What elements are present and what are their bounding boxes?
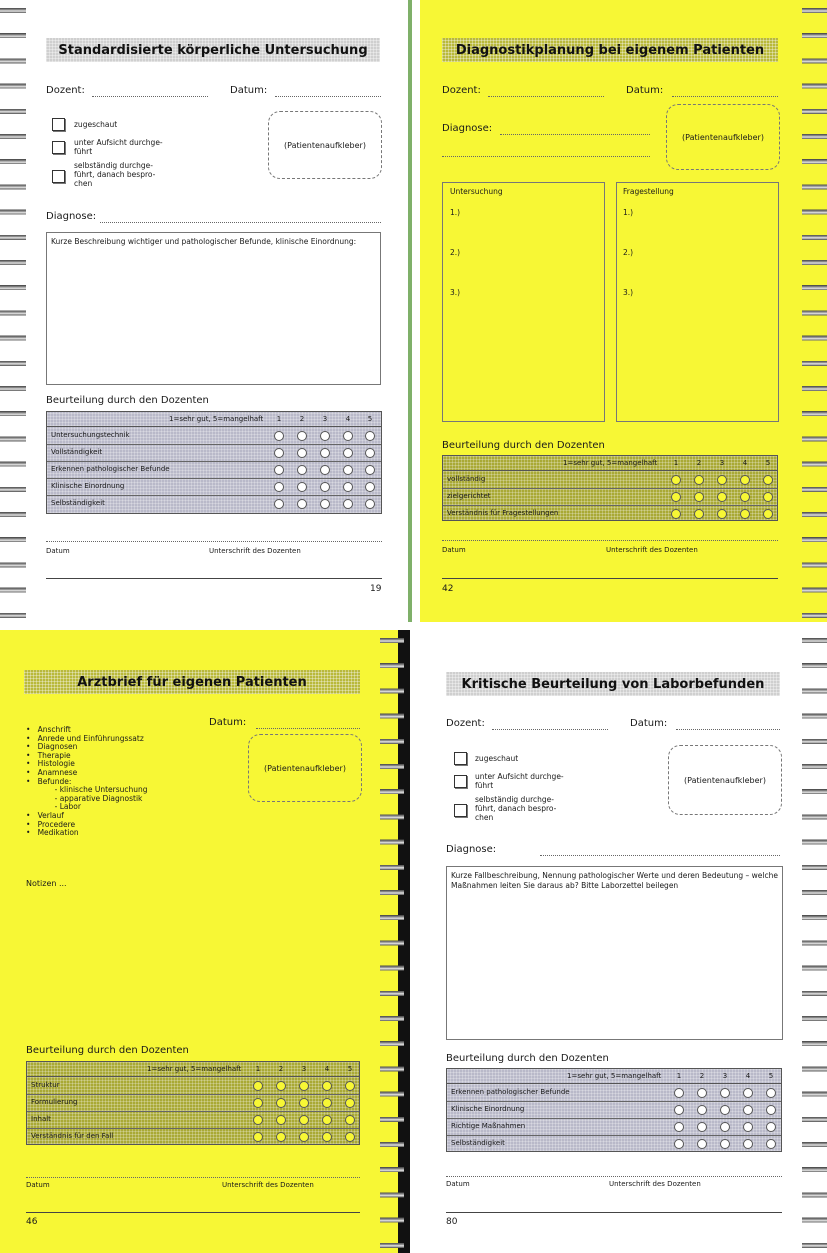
diagnose-field[interactable]	[100, 222, 381, 223]
rating-radio-5[interactable]	[365, 431, 375, 441]
dozent-label: Dozent:	[442, 85, 481, 96]
scale-2: 2	[299, 415, 305, 423]
rating-radio-4[interactable]	[343, 431, 353, 441]
fragestellung-box[interactable]	[616, 182, 779, 422]
page-80	[418, 630, 827, 1253]
rating-radio-2[interactable]	[297, 431, 307, 441]
fragestellung-item-1: 1.)	[623, 208, 634, 217]
fragestellung-item-3: 3.)	[623, 288, 634, 297]
rating-header	[447, 1069, 781, 1084]
rating-radio-2[interactable]	[276, 1132, 286, 1142]
datum-label: Datum:	[230, 85, 268, 96]
rating-row	[27, 1094, 359, 1112]
diagnose-label: Diagnose:	[46, 211, 97, 222]
rating-radio-4[interactable]	[740, 475, 750, 485]
rating-radio-5[interactable]	[766, 1105, 776, 1115]
scale-2: 2	[696, 459, 702, 467]
rating-radio-2[interactable]	[697, 1105, 707, 1115]
notes-label: Notizen ...	[26, 879, 67, 888]
rating-radio-3[interactable]	[720, 1139, 730, 1149]
checkbox-label: zugeschaut	[475, 754, 519, 763]
scale-label: 1=sehr gut, 5=mangelhaft	[563, 459, 658, 467]
diagnose-label: Diagnose:	[446, 844, 497, 855]
rating-radio-5[interactable]	[345, 1132, 355, 1142]
scale-5: 5	[347, 1065, 353, 1073]
datum-field[interactable]	[256, 728, 360, 729]
checkbox-unter-aufsicht[interactable]	[52, 141, 65, 154]
rating-radio-3[interactable]	[320, 448, 330, 458]
footer-datum: Datum	[442, 546, 466, 554]
description-box[interactable]	[446, 866, 783, 1040]
datum-label: Datum:	[209, 717, 247, 728]
rating-radio-4[interactable]	[743, 1088, 753, 1098]
rating-radio-3[interactable]	[299, 1081, 309, 1091]
rating-criterion: Klinische Einordnung	[451, 1105, 525, 1113]
signature-line	[26, 1177, 360, 1178]
scale-label: 1=sehr gut, 5=mangelhaft	[567, 1072, 662, 1080]
section-title: Beurteilung durch den Dozenten	[442, 440, 605, 451]
rating-radio-2[interactable]	[276, 1115, 286, 1125]
checkbox-label: selbständig durchge- führt, danach bespro- chen	[475, 795, 557, 822]
fragestellung-item-2: 2.)	[623, 248, 634, 257]
dozent-field[interactable]	[92, 96, 208, 97]
checkbox-label: unter Aufsicht durchge- führt	[475, 772, 564, 790]
rating-row	[47, 444, 381, 462]
page-number: 46	[26, 1217, 38, 1227]
rating-radio-5[interactable]	[766, 1088, 776, 1098]
sticker-label: (Patientenaufkleber)	[264, 763, 346, 773]
page-19	[0, 0, 412, 622]
footer-datum: Datum	[26, 1181, 50, 1189]
untersuchung-item-1: 1.)	[450, 208, 461, 217]
rating-row	[447, 1084, 781, 1102]
rating-radio-4[interactable]	[343, 448, 353, 458]
scale-label: 1=sehr gut, 5=mangelhaft	[169, 415, 264, 423]
rating-criterion: vollständig	[447, 475, 486, 483]
rating-radio-2[interactable]	[694, 492, 704, 502]
rating-criterion: Untersuchungstechnik	[51, 431, 130, 439]
rating-radio-1[interactable]	[253, 1081, 263, 1091]
rating-radio-1[interactable]	[274, 499, 284, 509]
scale-1: 1	[673, 459, 679, 467]
scale-1: 1	[276, 415, 282, 423]
footer-datum: Datum	[46, 547, 70, 555]
scale-3: 3	[722, 1072, 728, 1080]
sticker-label: (Patientenaufkleber)	[682, 132, 764, 142]
rating-radio-3[interactable]	[720, 1122, 730, 1132]
page-title: Arztbrief für eigenen Patienten	[24, 670, 360, 694]
untersuchung-box[interactable]	[442, 182, 605, 422]
checkbox-label: unter Aufsicht durchge- führt	[74, 138, 163, 156]
rating-criterion: Selbständigkeit	[451, 1139, 505, 1147]
rating-radio-1[interactable]	[274, 431, 284, 441]
letter-checklist: • Anschrift • Anrede und Einführungssatz • Diagnosen • Therapie • Histologie • Anamnese • Befunde: - klinische Untersuchung - apparative Diagnostik - Labor • Verlauf • Procedere • Medikation	[26, 725, 148, 838]
rating-radio-5[interactable]	[345, 1115, 355, 1125]
scale-3: 3	[719, 459, 725, 467]
rating-radio-2[interactable]	[694, 509, 704, 519]
page-title: Standardisierte körperliche Untersuchung	[46, 38, 380, 62]
rating-radio-1[interactable]	[253, 1098, 263, 1108]
rating-radio-3[interactable]	[720, 1105, 730, 1115]
scale-5: 5	[367, 415, 373, 423]
rating-header	[47, 412, 381, 427]
rating-row	[443, 471, 777, 489]
patient-sticker-area	[666, 104, 780, 170]
rating-table	[46, 411, 382, 514]
rating-radio-3[interactable]	[720, 1088, 730, 1098]
rating-radio-1[interactable]	[674, 1105, 684, 1115]
scale-1: 1	[255, 1065, 261, 1073]
rating-criterion: Selbständigkeit	[51, 499, 105, 507]
rating-criterion: zielgerichtet	[447, 492, 491, 500]
rating-radio-1[interactable]	[274, 482, 284, 492]
rating-radio-3[interactable]	[299, 1115, 309, 1125]
scale-3: 3	[322, 415, 328, 423]
rating-radio-2[interactable]	[297, 482, 307, 492]
checkbox-label: selbständig durchge- führt, danach bespro- chen	[74, 161, 156, 188]
rating-criterion: Richtige Maßnahmen	[451, 1122, 526, 1130]
description-box[interactable]	[46, 232, 381, 385]
fragestellung-heading: Fragestellung	[623, 187, 674, 196]
rating-table	[446, 1068, 782, 1152]
rating-radio-4[interactable]	[743, 1105, 753, 1115]
rating-radio-5[interactable]	[365, 482, 375, 492]
description-prompt: Kurze Fallbeschreibung, Nennung pathologischer Werte und deren Bedeutung – welche Maßnahmen leiten Sie daraus ab? Bitte Laborzettel beilegen	[451, 871, 778, 890]
rating-radio-3[interactable]	[320, 499, 330, 509]
description-prompt: Kurze Beschreibung wichtiger und pathologischer Befunde, klinische Einordnung:	[51, 237, 357, 246]
rating-radio-5[interactable]	[365, 465, 375, 475]
rating-criterion: Formulierung	[31, 1098, 78, 1106]
page-edge	[408, 0, 412, 622]
patient-sticker-area	[268, 111, 382, 179]
page-title: Kritische Beurteilung von Laborbefunden	[446, 672, 780, 696]
rating-criterion: Erkennen pathologischer Befunde	[451, 1088, 570, 1096]
rating-radio-1[interactable]	[274, 465, 284, 475]
section-title: Beurteilung durch den Dozenten	[26, 1045, 189, 1056]
checkbox-selbstaendig[interactable]	[454, 804, 467, 817]
rating-radio-5[interactable]	[763, 492, 773, 502]
rating-radio-1[interactable]	[253, 1132, 263, 1142]
footer-signature: Unterschrift des Dozenten	[209, 547, 301, 555]
diagnose-field[interactable]	[540, 855, 780, 856]
dozent-label: Dozent:	[46, 85, 85, 96]
untersuchung-item-3: 3.)	[450, 288, 461, 297]
rating-radio-4[interactable]	[322, 1132, 332, 1142]
rating-radio-5[interactable]	[345, 1098, 355, 1108]
rating-radio-4[interactable]	[322, 1098, 332, 1108]
rating-radio-4[interactable]	[343, 482, 353, 492]
scale-1: 1	[676, 1072, 682, 1080]
patient-sticker-area	[668, 745, 782, 815]
rating-row	[443, 488, 777, 506]
rating-radio-3[interactable]	[717, 492, 727, 502]
diagnose-field-2[interactable]	[442, 156, 650, 157]
rating-radio-5[interactable]	[345, 1081, 355, 1091]
rating-radio-1[interactable]	[674, 1088, 684, 1098]
signature-line	[446, 1176, 782, 1177]
rating-radio-2[interactable]	[297, 465, 307, 475]
dozent-label: Dozent:	[446, 718, 485, 729]
rating-criterion: Klinische Einordnung	[51, 482, 125, 490]
checkbox-zugeschaut[interactable]	[52, 118, 65, 131]
page-number: 42	[442, 584, 454, 594]
rating-row	[447, 1101, 781, 1119]
rating-radio-2[interactable]	[297, 499, 307, 509]
scale-label: 1=sehr gut, 5=mangelhaft	[147, 1065, 242, 1073]
rating-criterion: Erkennen pathologischer Befunde	[51, 465, 170, 473]
page-number: 19	[370, 584, 382, 594]
sticker-label: (Patientenaufkleber)	[284, 140, 366, 150]
scale-4: 4	[324, 1065, 330, 1073]
rating-criterion: Verständnis für den Fall	[31, 1132, 114, 1140]
checkbox-label: zugeschaut	[74, 120, 118, 129]
footer-signature: Unterschrift des Dozenten	[222, 1181, 314, 1189]
rating-radio-4[interactable]	[343, 499, 353, 509]
scale-5: 5	[768, 1072, 774, 1080]
checkbox-unter-aufsicht[interactable]	[454, 775, 467, 788]
rating-radio-2[interactable]	[297, 448, 307, 458]
rating-radio-2[interactable]	[697, 1088, 707, 1098]
diagnose-label: Diagnose:	[442, 123, 493, 134]
rating-radio-3[interactable]	[717, 475, 727, 485]
rating-criterion: Struktur	[31, 1081, 60, 1089]
rating-radio-2[interactable]	[276, 1081, 286, 1091]
scale-2: 2	[699, 1072, 705, 1080]
rating-criterion: Vollständigkeit	[51, 448, 103, 456]
datum-field[interactable]	[275, 96, 381, 97]
untersuchung-item-2: 2.)	[450, 248, 461, 257]
footer-signature: Unterschrift des Dozenten	[609, 1180, 701, 1188]
rating-radio-5[interactable]	[766, 1139, 776, 1149]
scale-4: 4	[745, 1072, 751, 1080]
rating-table	[442, 455, 778, 521]
rating-radio-5[interactable]	[763, 475, 773, 485]
page-number: 80	[446, 1217, 458, 1227]
rating-radio-3[interactable]	[299, 1132, 309, 1142]
checkbox-selbstaendig[interactable]	[52, 170, 65, 183]
scale-5: 5	[765, 459, 771, 467]
rating-row	[47, 478, 381, 496]
rating-radio-1[interactable]	[253, 1115, 263, 1125]
diagnose-field[interactable]	[500, 134, 650, 135]
datum-label: Datum:	[630, 718, 668, 729]
scale-4: 4	[742, 459, 748, 467]
untersuchung-heading: Untersuchung	[450, 187, 503, 196]
page-title: Diagnostikplanung bei eigenem Patienten	[442, 38, 778, 62]
rating-radio-4[interactable]	[743, 1139, 753, 1149]
rating-radio-4[interactable]	[740, 492, 750, 502]
rating-header	[27, 1062, 359, 1077]
footer-rule	[442, 578, 778, 579]
page-42	[420, 0, 827, 622]
section-title: Beurteilung durch den Dozenten	[446, 1053, 609, 1064]
rating-radio-1[interactable]	[671, 475, 681, 485]
rating-radio-3[interactable]	[717, 509, 727, 519]
section-title: Beurteilung durch den Dozenten	[46, 395, 209, 406]
rating-radio-4[interactable]	[322, 1081, 332, 1091]
rating-radio-5[interactable]	[763, 509, 773, 519]
footer-rule	[46, 578, 382, 579]
dozent-field[interactable]	[492, 729, 608, 730]
datum-label: Datum:	[626, 85, 664, 96]
footer-rule	[446, 1212, 782, 1213]
rating-criterion: Inhalt	[31, 1115, 51, 1123]
rating-row	[443, 505, 777, 522]
rating-radio-4[interactable]	[343, 465, 353, 475]
footer-datum: Datum	[446, 1180, 470, 1188]
rating-radio-1[interactable]	[674, 1122, 684, 1132]
datum-field[interactable]	[676, 729, 780, 730]
rating-row	[27, 1077, 359, 1095]
spiral-binding	[802, 0, 827, 622]
rating-radio-4[interactable]	[322, 1115, 332, 1125]
scale-2: 2	[278, 1065, 284, 1073]
rating-radio-2[interactable]	[694, 475, 704, 485]
rating-header	[443, 456, 777, 471]
spiral-binding	[802, 630, 827, 1253]
rating-radio-2[interactable]	[276, 1098, 286, 1108]
scale-4: 4	[345, 415, 351, 423]
rating-radio-2[interactable]	[697, 1139, 707, 1149]
dozent-field[interactable]	[488, 96, 604, 97]
rating-radio-1[interactable]	[671, 492, 681, 502]
rating-radio-3[interactable]	[320, 482, 330, 492]
footer-rule	[26, 1212, 360, 1213]
footer-signature: Unterschrift des Dozenten	[606, 546, 698, 554]
rating-row	[47, 495, 381, 512]
signature-line	[46, 541, 382, 542]
rating-row	[27, 1128, 359, 1145]
rating-row	[447, 1118, 781, 1136]
rating-radio-5[interactable]	[365, 499, 375, 509]
checkbox-zugeschaut[interactable]	[454, 752, 467, 765]
datum-field[interactable]	[672, 96, 778, 97]
rating-radio-4[interactable]	[743, 1122, 753, 1132]
rating-radio-4[interactable]	[740, 509, 750, 519]
signature-line	[442, 540, 778, 541]
patient-sticker-area	[248, 734, 362, 802]
page-46	[0, 630, 410, 1253]
rating-row	[27, 1111, 359, 1129]
rating-radio-5[interactable]	[365, 448, 375, 458]
rating-radio-1[interactable]	[671, 509, 681, 519]
rating-radio-1[interactable]	[274, 448, 284, 458]
rating-radio-3[interactable]	[320, 431, 330, 441]
rating-radio-3[interactable]	[299, 1098, 309, 1108]
rating-row	[47, 427, 381, 445]
spiral-binding	[380, 630, 404, 1253]
sticker-label: (Patientenaufkleber)	[684, 775, 766, 785]
rating-radio-3[interactable]	[320, 465, 330, 475]
rating-radio-5[interactable]	[766, 1122, 776, 1132]
rating-table	[26, 1061, 360, 1145]
scale-3: 3	[301, 1065, 307, 1073]
rating-criterion: Verständnis für Fragestellungen	[447, 509, 559, 517]
rating-radio-1[interactable]	[674, 1139, 684, 1149]
rating-radio-2[interactable]	[697, 1122, 707, 1132]
rating-row	[47, 461, 381, 479]
rating-row	[447, 1135, 781, 1152]
spiral-binding	[0, 0, 26, 622]
